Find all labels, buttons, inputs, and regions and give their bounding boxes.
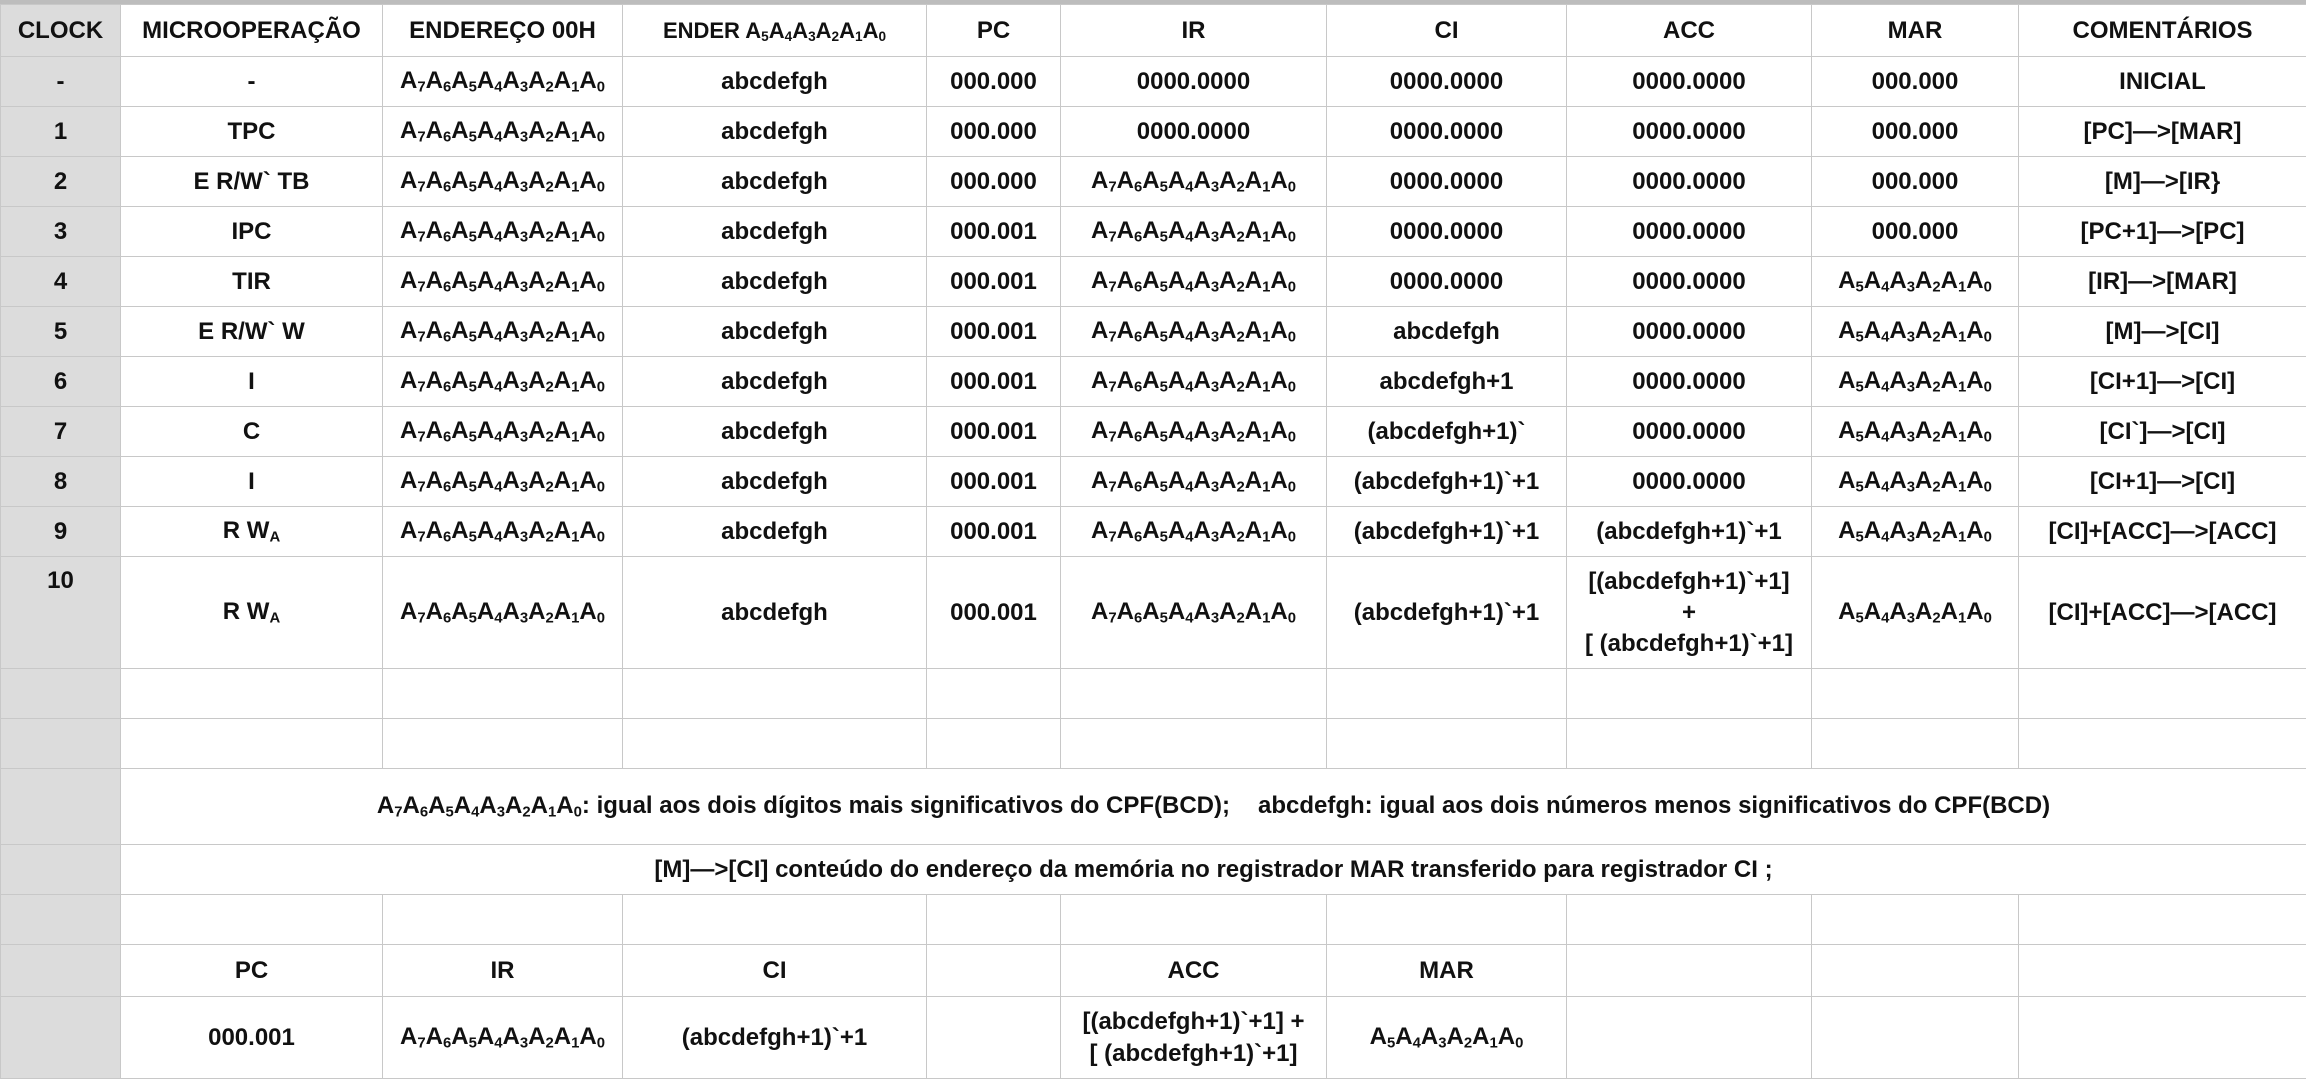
summary-value-mar[interactable]: $A_5A_4A_3A_2A_1A_0$ [1327, 997, 1567, 1079]
table-row [1, 357, 2306, 407]
empty-cell[interactable] [383, 895, 623, 945]
cell-end00[interactable]: $A_7A_6A_5A_4A_3A_2A_1A_0$ [383, 357, 623, 407]
cell-ir[interactable]: $A_7A_6A_5A_4A_3A_2A_1A_0$ [1061, 207, 1327, 257]
cell-pc[interactable]: 000.001 [927, 207, 1061, 257]
summary-value-acc[interactable] [1061, 997, 1327, 1079]
table-row [1, 57, 2306, 107]
cell-end00[interactable]: $A_7A_6A_5A_4A_3A_2A_1A_0$ [383, 157, 623, 207]
note-row-2 [1, 845, 2306, 895]
empty-cell[interactable] [121, 895, 383, 945]
cell-ir[interactable]: 0000.0000 [1061, 57, 1327, 107]
cell-micro[interactable]: IPC [121, 207, 383, 257]
table-row [1, 307, 2306, 357]
header-pc[interactable]: PC [927, 5, 1061, 57]
cell-coment[interactable]: [IR]—>[MAR] [2019, 257, 2306, 307]
cell-ir[interactable]: $A_7A_6A_5A_4A_3A_2A_1A_0$ [1061, 507, 1327, 557]
cell-ir[interactable]: $A_7A_6A_5A_4A_3A_2A_1A_0$ [1061, 407, 1327, 457]
header-acc[interactable]: ACC [1567, 5, 1812, 57]
cell-pc[interactable]: 000.001 [927, 357, 1061, 407]
empty-cell[interactable] [927, 719, 1061, 769]
empty-cell[interactable] [1567, 895, 1812, 945]
cell-ci[interactable]: 0000.0000 [1327, 207, 1567, 257]
empty-cell[interactable] [1812, 895, 2019, 945]
cell-acc[interactable]: (abcdefgh+1)`+1 [1567, 507, 1812, 557]
table-row [1, 257, 2306, 307]
row-header-clock[interactable]: 1 [1, 107, 121, 157]
row-header-empty[interactable] [1, 997, 121, 1079]
empty-row [1, 895, 2306, 945]
empty-row [1, 719, 2306, 769]
table-row [1, 457, 2306, 507]
table-row [1, 507, 2306, 557]
empty-cell[interactable] [1061, 895, 1327, 945]
cell-end00[interactable]: $A_7A_6A_5A_4A_3A_2A_1A_0$ [383, 257, 623, 307]
cell-micro[interactable]: I [121, 457, 383, 507]
cell-end00[interactable]: $A_7A_6A_5A_4A_3A_2A_1A_0$ [383, 57, 623, 107]
cell-acc[interactable]: 0000.0000 [1567, 157, 1812, 207]
empty-cell[interactable] [383, 669, 623, 719]
cell-micro[interactable]: TPC [121, 107, 383, 157]
cell-ender[interactable]: abcdefgh [623, 107, 927, 157]
cell-ir[interactable]: $A_7A_6A_5A_4A_3A_2A_1A_0$ [1061, 307, 1327, 357]
cell-ci[interactable]: 0000.0000 [1327, 257, 1567, 307]
cell-mar[interactable]: $A_5A_4A_3A_2A_1A_0$ [1812, 457, 2019, 507]
row-header-clock[interactable]: - [1, 57, 121, 107]
empty-cell[interactable] [383, 719, 623, 769]
summary-acc-line: [ (abcdefgh+1)`+1] [1065, 1038, 1322, 1069]
cell-ci[interactable]: (abcdefgh+1)`+1 [1327, 457, 1567, 507]
note-1-abcdefgh: abcdefgh: igual aos dois números menos significativos do CPF(BCD) [1258, 792, 2050, 819]
cell-acc[interactable]: 0000.0000 [1567, 407, 1812, 457]
summary-header-mar[interactable]: MAR [1327, 945, 1567, 997]
summary-value-pc[interactable]: 000.001 [121, 997, 383, 1079]
table-row [1, 107, 2306, 157]
cell-coment[interactable]: [PC]—>[MAR] [2019, 107, 2306, 157]
cell-ender[interactable]: abcdefgh [623, 557, 927, 669]
summary-header-pc[interactable]: PC [121, 945, 383, 997]
header-microoperacao[interactable]: MICROOPERAÇÃO [121, 5, 383, 57]
cell-coment[interactable]: [CI`]—>[CI] [2019, 407, 2306, 457]
cell-micro[interactable]: E R/W` W [121, 307, 383, 357]
cell-mar[interactable]: 000.000 [1812, 157, 2019, 207]
empty-cell[interactable] [1327, 719, 1567, 769]
table-row [1, 407, 2306, 457]
cell-ir[interactable]: $A_7A_6A_5A_4A_3A_2A_1A_0$ [1061, 557, 1327, 669]
spreadsheet-grid [0, 4, 2306, 1079]
summary-value-ir[interactable]: $A_7A_6A_5A_4A_3A_2A_1A_0$ [383, 997, 623, 1079]
summary-header-ci[interactable]: CI [623, 945, 927, 997]
row-header-empty[interactable] [1, 945, 121, 997]
empty-cell[interactable] [1327, 669, 1567, 719]
cell-coment[interactable]: [CI]+[ACC]—>[ACC] [2019, 507, 2306, 557]
table-row [1, 157, 2306, 207]
cell-ir[interactable]: 0000.0000 [1061, 107, 1327, 157]
cell-pc[interactable]: 000.001 [927, 557, 1061, 669]
cell-ender[interactable]: abcdefgh [623, 407, 927, 457]
cell-coment[interactable]: [CI+1]—>[CI] [2019, 457, 2306, 507]
empty-cell[interactable] [2019, 997, 2306, 1079]
row-header-clock[interactable]: 6 [1, 357, 121, 407]
cell-ir[interactable]: $A_7A_6A_5A_4A_3A_2A_1A_0$ [1061, 357, 1327, 407]
cell-ender[interactable]: abcdefgh [623, 307, 927, 357]
cell-micro[interactable]: - [121, 57, 383, 107]
cell-acc[interactable]: 0000.0000 [1567, 357, 1812, 407]
row-header-empty[interactable] [1, 769, 121, 845]
cell-ender[interactable]: abcdefgh [623, 357, 927, 407]
cell-micro[interactable]: C [121, 407, 383, 457]
cell-ender[interactable]: abcdefgh [623, 457, 927, 507]
empty-cell[interactable] [927, 669, 1061, 719]
table-row [1, 207, 2306, 257]
row-header-empty[interactable] [1, 845, 121, 895]
cell-pc[interactable]: 000.001 [927, 307, 1061, 357]
cell-ci[interactable]: 0000.0000 [1327, 107, 1567, 157]
cell-acc[interactable]: 0000.0000 [1567, 257, 1812, 307]
empty-cell[interactable] [1567, 719, 1812, 769]
cell-ci[interactable]: 0000.0000 [1327, 157, 1567, 207]
cell-ender[interactable]: abcdefgh [623, 157, 927, 207]
cell-mar[interactable]: 000.000 [1812, 107, 2019, 157]
empty-cell[interactable] [1327, 895, 1567, 945]
cell-pc[interactable]: 000.001 [927, 507, 1061, 557]
empty-cell[interactable] [1061, 669, 1327, 719]
empty-cell[interactable] [927, 997, 1061, 1079]
empty-cell[interactable] [927, 895, 1061, 945]
cell-acc-line: + [1571, 597, 1807, 628]
cell-acc[interactable]: 0000.0000 [1567, 207, 1812, 257]
cell-ir[interactable]: $A_7A_6A_5A_4A_3A_2A_1A_0$ [1061, 157, 1327, 207]
cell-acc[interactable]: 0000.0000 [1567, 457, 1812, 507]
cell-coment[interactable]: [M]—>[IR} [2019, 157, 2306, 207]
empty-cell[interactable] [121, 719, 383, 769]
cell-acc[interactable]: 0000.0000 [1567, 57, 1812, 107]
row-header-clock[interactable]: 9 [1, 507, 121, 557]
cell-end00[interactable]: $A_7A_6A_5A_4A_3A_2A_1A_0$ [383, 457, 623, 507]
cell-coment[interactable]: [PC+1]—>[PC] [2019, 207, 2306, 257]
empty-cell[interactable] [2019, 945, 2306, 997]
cell-acc[interactable]: 0000.0000 [1567, 307, 1812, 357]
cell-coment[interactable]: INICIAL [2019, 57, 2306, 107]
cell-end00[interactable]: $A_7A_6A_5A_4A_3A_2A_1A_0$ [383, 507, 623, 557]
empty-cell[interactable] [1061, 719, 1327, 769]
summary-value-row [1, 997, 2306, 1079]
empty-cell[interactable] [623, 719, 927, 769]
cell-micro[interactable]: R $W_A$ [121, 507, 383, 557]
summary-acc-line: [(abcdefgh+1)`+1] + [1065, 1006, 1322, 1037]
cell-coment[interactable]: [CI+1]—>[CI] [2019, 357, 2306, 407]
cell-mar[interactable]: $A_5A_4A_3A_2A_1A_0$ [1812, 307, 2019, 357]
table-row [1, 557, 2306, 669]
row-header-clock[interactable]: 4 [1, 257, 121, 307]
summary-header-ir[interactable]: IR [383, 945, 623, 997]
cell-pc[interactable]: 000.001 [927, 407, 1061, 457]
cell-pc[interactable]: 000.000 [927, 57, 1061, 107]
cell-acc-line: [(abcdefgh+1)`+1] [1571, 566, 1807, 597]
empty-cell[interactable] [623, 895, 927, 945]
cell-mar[interactable]: 000.000 [1812, 207, 2019, 257]
row-header-clock[interactable]: 3 [1, 207, 121, 257]
cell-acc-line: [ (abcdefgh+1)`+1] [1571, 628, 1807, 659]
cell-micro[interactable]: TIR [121, 257, 383, 307]
summary-header-row [1, 945, 2306, 997]
cell-ir[interactable]: $A_7A_6A_5A_4A_3A_2A_1A_0$ [1061, 457, 1327, 507]
row-header-clock[interactable]: 5 [1, 307, 121, 357]
empty-cell[interactable] [1567, 669, 1812, 719]
header-row [1, 5, 2306, 57]
cell-acc[interactable]: 0000.0000 [1567, 107, 1812, 157]
empty-cell[interactable] [2019, 895, 2306, 945]
header-ir[interactable]: IR [1061, 5, 1327, 57]
header-endereco-00h[interactable]: ENDEREÇO 00H [383, 5, 623, 57]
cell-ci[interactable]: (abcdefgh+1)`+1 [1327, 557, 1567, 669]
cell-micro[interactable]: R $W_A$ [121, 557, 383, 669]
row-header-clock[interactable]: 2 [1, 157, 121, 207]
cell-ir[interactable]: $A_7A_6A_5A_4A_3A_2A_1A_0$ [1061, 257, 1327, 307]
row-header-empty[interactable] [1, 895, 121, 945]
cell-ender[interactable]: abcdefgh [623, 57, 927, 107]
row-header-clock[interactable]: 7 [1, 407, 121, 457]
row-header-empty[interactable] [1, 719, 121, 769]
note-cell-1[interactable] [121, 769, 2306, 845]
cell-pc[interactable]: 000.001 [927, 257, 1061, 307]
cell-mar[interactable]: $A_5A_4A_3A_2A_1A_0$ [1812, 357, 2019, 407]
summary-header-acc[interactable]: ACC [1061, 945, 1327, 997]
cell-mar[interactable]: $A_5A_4A_3A_2A_1A_0$ [1812, 407, 2019, 457]
row-header-empty[interactable] [1, 669, 121, 719]
header-comentarios[interactable]: COMENTÁRIOS [2019, 5, 2306, 57]
header-ender[interactable]: ENDER $A_5A_4A_3A_2A_1A_0$ [623, 5, 927, 57]
cell-mar[interactable]: $A_5A_4A_3A_2A_1A_0$ [1812, 557, 2019, 669]
cell-mar[interactable]: $A_5A_4A_3A_2A_1A_0$ [1812, 507, 2019, 557]
cell-end00[interactable]: $A_7A_6A_5A_4A_3A_2A_1A_0$ [383, 307, 623, 357]
cell-ci[interactable]: (abcdefgh+1)`+1 [1327, 507, 1567, 557]
note-1-register: $A_7A_6A_5A_4A_3A_2A_1A_0$: igual aos dois dígitos mais significativos do CPF(BCD); [377, 792, 1230, 819]
cell-ci[interactable]: abcdefgh+1 [1327, 357, 1567, 407]
empty-cell[interactable] [1812, 719, 2019, 769]
header-ci[interactable]: CI [1327, 5, 1567, 57]
note-cell-2[interactable]: [M]—>[CI] conteúdo do endereço da memória no registrador MAR transferido para registrador CI ; [121, 845, 2306, 895]
empty-cell[interactable] [2019, 719, 2306, 769]
empty-cell[interactable] [2019, 669, 2306, 719]
row-header-clock[interactable]: 8 [1, 457, 121, 507]
empty-cell[interactable] [623, 669, 927, 719]
header-clock[interactable]: CLOCK [1, 5, 121, 57]
cell-pc[interactable]: 000.000 [927, 157, 1061, 207]
cell-mar[interactable]: 000.000 [1812, 57, 2019, 107]
cell-end00[interactable]: $A_7A_6A_5A_4A_3A_2A_1A_0$ [383, 407, 623, 457]
row-header-clock[interactable]: 10 [1, 557, 121, 669]
empty-cell[interactable] [1812, 945, 2019, 997]
cell-coment[interactable]: [CI]+[ACC]—>[ACC] [2019, 557, 2306, 669]
cell-acc[interactable] [1567, 557, 1812, 669]
cell-ender[interactable]: abcdefgh [623, 257, 927, 307]
empty-cell[interactable] [1812, 997, 2019, 1079]
cell-end00[interactable]: $A_7A_6A_5A_4A_3A_2A_1A_0$ [383, 557, 623, 669]
cell-ci[interactable]: abcdefgh [1327, 307, 1567, 357]
cell-micro[interactable]: E R/W` TB [121, 157, 383, 207]
cell-ci[interactable]: (abcdefgh+1)` [1327, 407, 1567, 457]
cell-ci[interactable]: 0000.0000 [1327, 57, 1567, 107]
empty-row [1, 669, 2306, 719]
header-mar[interactable]: MAR [1812, 5, 2019, 57]
summary-value-ci[interactable]: (abcdefgh+1)`+1 [623, 997, 927, 1079]
cell-pc[interactable]: 000.001 [927, 457, 1061, 507]
cell-mar[interactable]: $A_5A_4A_3A_2A_1A_0$ [1812, 257, 2019, 307]
cell-end00[interactable]: $A_7A_6A_5A_4A_3A_2A_1A_0$ [383, 107, 623, 157]
cell-ender[interactable]: abcdefgh [623, 507, 927, 557]
empty-cell[interactable] [1567, 945, 1812, 997]
cell-pc[interactable]: 000.000 [927, 107, 1061, 157]
note-row-1 [1, 769, 2306, 845]
empty-cell[interactable] [1567, 997, 1812, 1079]
empty-cell[interactable] [1812, 669, 2019, 719]
cell-micro[interactable]: I [121, 357, 383, 407]
empty-cell[interactable] [121, 669, 383, 719]
cell-coment[interactable]: [M]—>[CI] [2019, 307, 2306, 357]
cell-end00[interactable]: $A_7A_6A_5A_4A_3A_2A_1A_0$ [383, 207, 623, 257]
empty-cell[interactable] [927, 945, 1061, 997]
cell-ender[interactable]: abcdefgh [623, 207, 927, 257]
